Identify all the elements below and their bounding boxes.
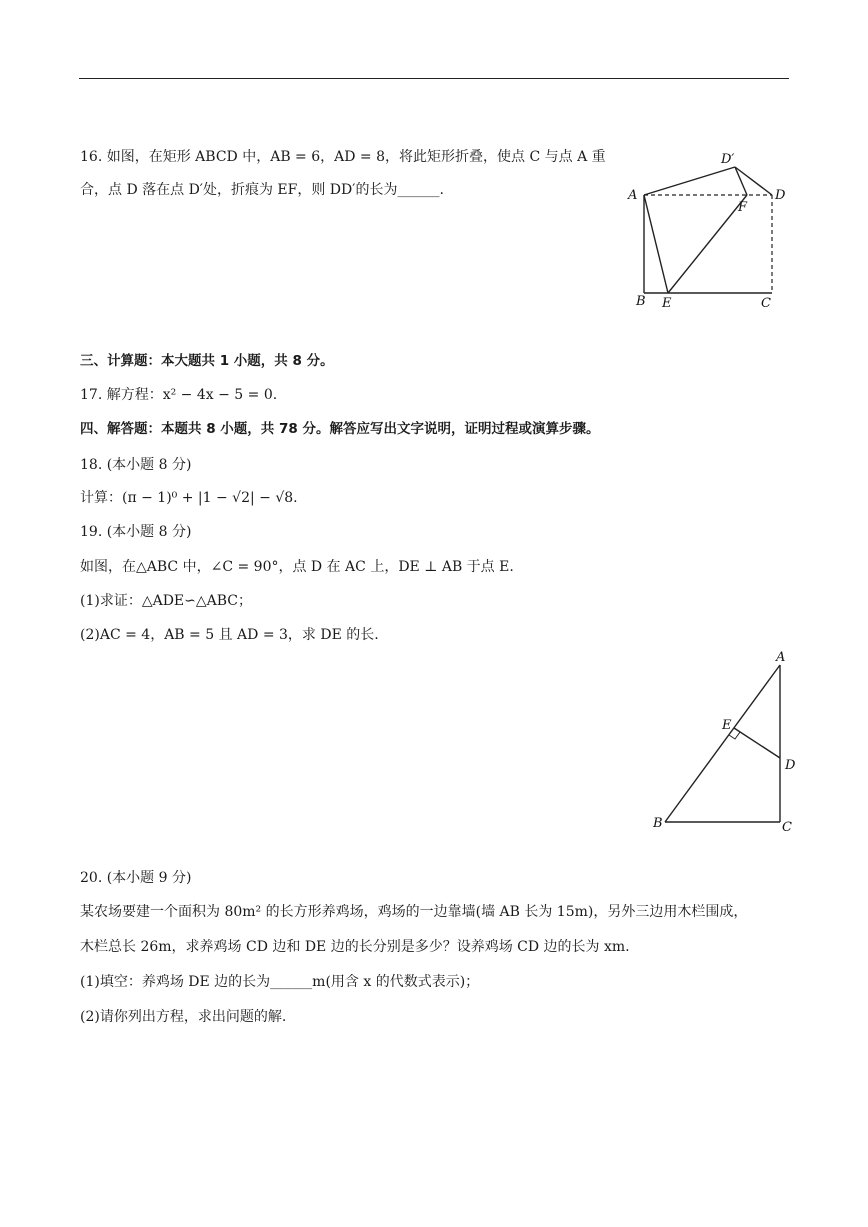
label-c: C	[761, 296, 771, 311]
segment-de	[734, 728, 780, 758]
label-b: B	[653, 816, 663, 831]
q16-line1: 16. 如图，在矩形 ABCD 中，AB = 6，AD = 8，将此矩形折叠，使点 C 与点 A 重	[80, 149, 606, 165]
label-b: B	[636, 294, 646, 309]
label-d: D	[775, 188, 786, 203]
label-f: F	[738, 200, 748, 215]
q19-figure	[645, 645, 805, 845]
label-d: D	[785, 758, 796, 773]
q20-line2: 木栏总长 26m，求养鸡场 CD 边和 DE 边的长分别是多少？设养鸡场 CD 边的长为 xm.	[80, 939, 630, 955]
q18-header: 18. (本小题 8 分)	[80, 457, 192, 473]
label-c: C	[782, 820, 792, 835]
q16-figure	[620, 145, 800, 315]
segment-ae	[644, 195, 668, 293]
label-d-prime: D′	[721, 152, 735, 167]
header-rule	[79, 78, 789, 79]
q19-part1: (1)求证：△ADE∽△ABC；	[80, 593, 253, 609]
segment-ad-prime	[644, 167, 735, 195]
q20-part2: (2)请你列出方程，求出问题的解.	[80, 1009, 287, 1025]
segment-ab	[665, 665, 780, 822]
section3-heading: 三、计算题：本大题共 1 小题，共 8 分。	[80, 353, 334, 369]
q18-text: 计算：(π − 1)⁰ + |1 − √2| − √8.	[80, 490, 298, 506]
label-a: A	[628, 188, 638, 203]
q20-line1: 某农场要建一个面积为 80m² 的长方形养鸡场，鸡场的一边靠墙(墙 AB 长为 15m)，另外三边用木栏围成，	[80, 904, 748, 920]
label-a: A	[776, 650, 786, 665]
q19-header: 19. (本小题 8 分)	[80, 524, 192, 540]
q17-text: 17. 解方程：x² − 4x − 5 = 0.	[80, 387, 278, 403]
label-e: E	[722, 718, 732, 733]
label-e: E	[662, 296, 672, 311]
q16-line2: 合，点 D 落在点 D′处，折痕为 EF，则 DD′的长为______.	[80, 182, 444, 198]
q19-text: 如图，在△ABC 中，∠C = 90°，点 D 在 AC 上，DE ⊥ AB 于点 E.	[80, 559, 514, 575]
section4-heading: 四、解答题：本题共 8 小题，共 78 分。解答应写出文字说明，证明过程或演算步骤。	[80, 421, 600, 437]
q19-part2: (2)AC = 4，AB = 5 且 AD = 3，求 DE 的长.	[80, 627, 379, 643]
segment-ef	[668, 195, 747, 293]
q20-part1: (1)填空：养鸡场 DE 边的长为______m(用含 x 的代数式表示)；	[80, 974, 480, 990]
q20-header: 20. (本小题 9 分)	[80, 870, 192, 886]
